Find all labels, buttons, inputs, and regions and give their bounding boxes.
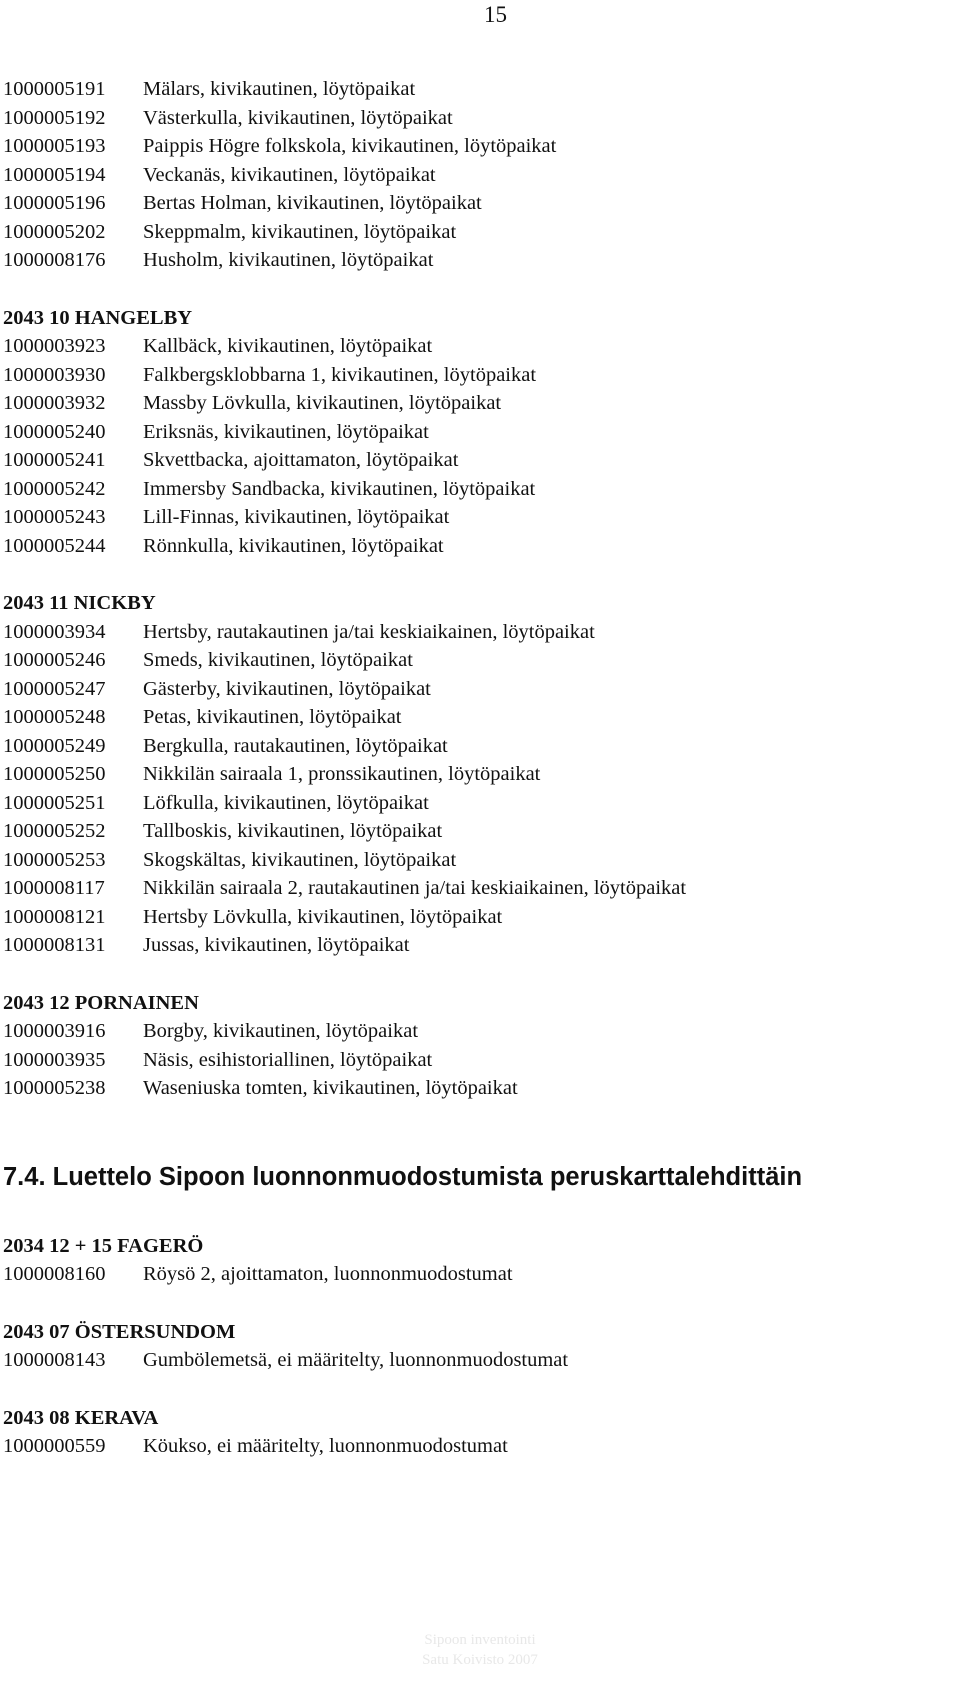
site-id: 1000005250: [3, 763, 106, 785]
site-description: Falkbergsklobbarna 1, kivikautinen, löytöpaikat: [143, 363, 537, 386]
site-list-groups: [3, 75, 953, 1103]
site-description: Bertas Holman, kivikautinen, löytöpaikat: [143, 192, 482, 214]
list-item: [3, 1046, 953, 1075]
map-sheet-group: [3, 1404, 953, 1461]
site-id: 1000005242: [3, 477, 106, 500]
site-description: Bergkulla, rautakautinen, löytöpaikat: [143, 734, 448, 757]
list-item: [3, 503, 953, 532]
list-item: [3, 532, 953, 561]
list-item: [3, 817, 953, 846]
list-item: [3, 361, 953, 390]
site-description: Borgby, kivikautinen, löytöpaikat: [143, 1020, 419, 1042]
site-id: 1000005191: [3, 78, 106, 100]
list-item: [3, 874, 953, 903]
page-number: 15: [484, 2, 507, 27]
site-description: Rönnkulla, kivikautinen, löytöpaikat: [143, 534, 444, 557]
map-sheet-group: [3, 75, 953, 275]
section-title: 7.4. Luettelo Sipoon luonnonmuodostumista peruskarttalehdittäin: [3, 1162, 803, 1191]
map-sheet-group: [3, 304, 953, 561]
site-id: 1000005194: [3, 163, 106, 186]
list-item: [3, 646, 953, 675]
map-sheet-group: [3, 989, 953, 1103]
site-id: 1000005240: [3, 420, 106, 443]
site-description: Västerkulla, kivikautinen, löytöpaikat: [143, 106, 453, 129]
site-id: 1000003930: [3, 363, 106, 386]
site-description: Paippis Högre folkskola, kivikautinen, löytöpaikat: [143, 135, 557, 157]
site-id: 1000005252: [3, 820, 106, 842]
site-description: Smeds, kivikautinen, löytöpaikat: [143, 649, 413, 671]
site-description: Petas, kivikautinen, löytöpaikat: [143, 706, 402, 728]
site-id: 1000005241: [3, 449, 106, 471]
site-id: 1000003932: [3, 392, 106, 414]
list-item: [3, 246, 953, 275]
map-sheet-group: [3, 589, 953, 960]
site-description: Veckanäs, kivikautinen, löytöpaikat: [143, 163, 436, 186]
site-id: 1000008160: [3, 1263, 106, 1285]
footer-line-1: Sipoon inventointi: [424, 1632, 536, 1648]
site-id: 1000005196: [3, 192, 106, 214]
site-id: 1000005246: [3, 649, 106, 671]
footer-line-2: Satu Koivisto 2007: [422, 1652, 538, 1668]
map-sheet-heading: 2043 10 HANGELBY: [3, 306, 193, 329]
list-item: [3, 446, 953, 475]
site-description: Skvettbacka, ajoittamaton, löytöpaikat: [143, 449, 459, 471]
site-description: Hertsby, rautakautinen ja/tai keskiaikainen, löytöpaikat: [143, 620, 595, 643]
list-item: [3, 161, 953, 190]
site-id: 1000008121: [3, 905, 106, 928]
site-description: Röysö 2, ajoittamaton, luonnonmuodostumat: [143, 1263, 513, 1285]
list-item: [3, 1346, 953, 1375]
site-description: Eriksnäs, kivikautinen, löytöpaikat: [143, 420, 429, 443]
site-description: Tallboskis, kivikautinen, löytöpaikat: [143, 820, 443, 842]
site-id: 1000008117: [3, 877, 105, 899]
list-item: [3, 132, 953, 161]
site-id: 1000005238: [3, 1077, 106, 1099]
site-id: 1000005253: [3, 848, 106, 871]
site-id: 1000005202: [3, 220, 106, 243]
site-description: Lill-Finnas, kivikautinen, löytöpaikat: [143, 506, 450, 528]
list-item: [3, 903, 953, 932]
site-id: 1000003935: [3, 1048, 106, 1071]
site-id: 1000008176: [3, 249, 106, 271]
site-id: 1000005249: [3, 734, 106, 757]
list-item: [3, 75, 953, 104]
site-id: 1000003934: [3, 620, 106, 643]
site-id: 1000000559: [3, 1435, 106, 1457]
site-id: 1000003923: [3, 335, 106, 357]
site-description: Nikkilän sairaala 1, pronssikautinen, löytöpaikat: [143, 763, 541, 785]
list-item: [3, 760, 953, 789]
site-description: Gumbölemetsä, ei määritelty, luonnonmuodostumat: [143, 1349, 569, 1371]
site-description: Waseniuska tomten, kivikautinen, löytöpaikat: [143, 1077, 518, 1099]
map-sheet-heading: 2043 08 KERAVA: [3, 1406, 159, 1429]
list-item: [3, 675, 953, 704]
list-item: [3, 1432, 953, 1461]
site-description: Gästerby, kivikautinen, löytöpaikat: [143, 677, 431, 700]
site-description: Mälars, kivikautinen, löytöpaikat: [143, 78, 416, 100]
list-item: [3, 332, 953, 361]
site-id: 1000005192: [3, 106, 106, 129]
document-body: [3, 75, 953, 1461]
map-sheet-heading: 2043 12 PORNAINEN: [3, 991, 199, 1014]
list-item: [3, 703, 953, 732]
map-sheet-heading: 2043 11 NICKBY: [3, 592, 156, 614]
map-sheet-group: [3, 1318, 953, 1375]
site-description: Näsis, esihistoriallinen, löytöpaikat: [143, 1048, 433, 1071]
site-id: 1000005193: [3, 135, 106, 157]
map-sheet-heading: 2034 12 + 15 FAGERÖ: [3, 1234, 204, 1257]
site-description: Skeppmalm, kivikautinen, löytöpaikat: [143, 220, 457, 243]
page-footer: [0, 1630, 960, 1670]
list-item: [3, 104, 953, 133]
site-description: Jussas, kivikautinen, löytöpaikat: [143, 934, 410, 956]
list-item: [3, 732, 953, 761]
list-item: [3, 418, 953, 447]
list-item: [3, 618, 953, 647]
list-item: [3, 218, 953, 247]
map-sheet-heading: 2043 07 ÖSTERSUNDOM: [3, 1320, 236, 1343]
site-description: Kallbäck, kivikautinen, löytöpaikat: [143, 335, 433, 357]
site-description: Nikkilän sairaala 2, rautakautinen ja/tai keskiaikainen, löytöpaikat: [143, 877, 687, 899]
list-item: [3, 189, 953, 218]
list-item: [3, 846, 953, 875]
list-item: [3, 1260, 953, 1289]
formation-list-groups: [3, 1232, 953, 1461]
site-id: 1000008131: [3, 934, 106, 956]
site-id: 1000005247: [3, 677, 106, 700]
site-description: Löfkulla, kivikautinen, löytöpaikat: [143, 791, 429, 814]
list-item: [3, 789, 953, 818]
site-id: 1000005243: [3, 506, 106, 528]
site-id: 1000005248: [3, 706, 106, 728]
map-sheet-group: [3, 1232, 953, 1289]
list-item: [3, 1074, 953, 1103]
site-id: 1000003916: [3, 1020, 106, 1042]
site-description: Skogskältas, kivikautinen, löytöpaikat: [143, 848, 457, 871]
site-description: Massby Lövkulla, kivikautinen, löytöpaikat: [143, 392, 502, 414]
site-id: 1000008143: [3, 1349, 106, 1371]
list-item: [3, 931, 953, 960]
site-description: Husholm, kivikautinen, löytöpaikat: [143, 249, 434, 271]
list-item: [3, 475, 953, 504]
list-item: [3, 1017, 953, 1046]
site-description: Köukso, ei määritelty, luonnonmuodostumat: [143, 1435, 508, 1457]
list-item: [3, 389, 953, 418]
site-id: 1000005244: [3, 534, 106, 557]
site-description: Hertsby Lövkulla, kivikautinen, löytöpaikat: [143, 905, 503, 928]
site-id: 1000005251: [3, 791, 106, 814]
site-description: Immersby Sandbacka, kivikautinen, löytöpaikat: [143, 477, 536, 500]
